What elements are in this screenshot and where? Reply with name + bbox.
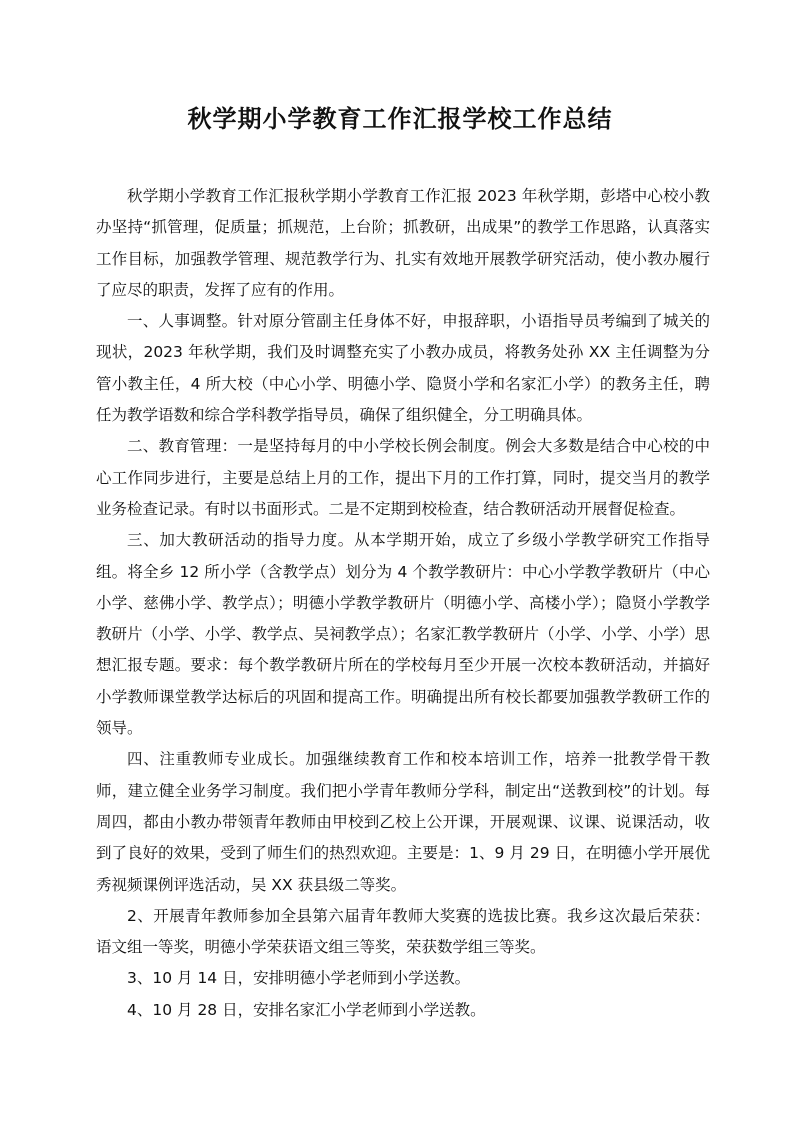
document-title: 秋学期小学教育工作汇报学校工作总结	[187, 105, 613, 133]
paragraph-oct-28: 4、10 月 28 日，安排名家汇小学老师到小学送教。	[127, 1000, 486, 1019]
paragraph-competition: 2、开展青年教师参加全县第六届青年教师大奖赛的选拔比赛。我乡这次最后荣获：语文组一等奖，明德小学荣获语文组三等奖，荣获数学组三等奖。	[96, 906, 710, 957]
paragraph-teacher-growth: 四、注重教师专业成长。加强继续教育工作和校本培训工作，培养一批教学骨干教师，建立健全业务学习制度。我们把小学青年教师分学科，制定出“送教到校”的计划。每周四，都由小教办带领青年教师由甲校到乙校上公开课，开展观课、议课、说课活动，收到了良好的效果，受到了师生们的热烈欢迎。主要是：1、9 月 29 日，在明德小学开展优秀视频课例评选活动，吴 XX 获县级二等奖。	[96, 750, 710, 894]
paragraph-oct-14: 3、10 月 14 日，安排明德小学老师到小学送教。	[127, 969, 471, 988]
paragraph-research: 三、加大教研活动的指导力度。从本学期开始，成立了乡级小学教学研究工作指导组。将全乡 12 所小学（含教学点）划分为 4 个教学教研片：中心小学教学教研片（中心小学、慈佛小学、教学点）；明德小学教学教研片（明德小学、高楼小学）；隐贤小学教学教研片（小学、小学、教学点、吴祠教学点）；名家汇教学教研片（小学、小学、小学）思想汇报专题。要求：每个教学教研片所在的学校每月至少开展一次校本教研活动，并搞好小学教师课堂教学达标后的巩固和提高工作。明确提出所有校长都要加强教学教研工作的领导。	[96, 531, 710, 738]
document-body	[96, 181, 710, 1026]
paragraph-management: 二、教育管理：一是坚持每月的中小学校长例会制度。例会大多数是结合中心校的中心工作同步进行，主要是总结上月的工作，提出下月的工作打算，同时，提交当月的教学业务检查记录。有时以书面形式。二是不定期到校检查，结合教研活动开展督促检查。	[96, 437, 710, 518]
paragraph-personnel: 一、人事调整。针对原分管副主任身体不好，申报辞职，小语指导员考编到了城关的现状，2023 年秋学期，我们及时调整充实了小教办成员，将教务处孙 XX 主任调整为分管小教主任，4 所大校（中心小学、明德小学、隐贤小学和名家汇小学）的教务主任，聘任为教学语数和综合学科教学指导员，确保了组织健全，分工明确具体。	[96, 312, 710, 425]
paragraph-intro: 秋学期小学教育工作汇报秋学期小学教育工作汇报 2023 年秋学期，彭塔中心校小教办坚持“抓管理，促质量；抓规范，上台阶；抓教研，出成果”的教学工作思路，认真落实工作目标，加强教学管理、规范教学行为、扎实有效地开展教学研究活动，使小教办履行了应尽的职责，发挥了应有的作用。	[96, 187, 710, 299]
